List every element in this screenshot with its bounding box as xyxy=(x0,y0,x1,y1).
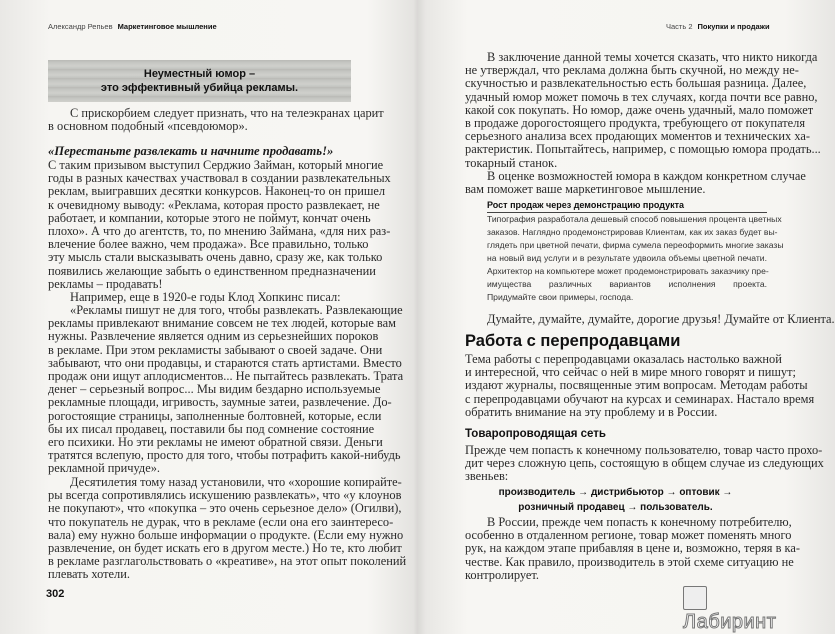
text-line: дит через сложную цепь, состоящую в общем случае из следующих xyxy=(465,456,824,471)
part-label: Часть 2 xyxy=(666,22,693,31)
text-line: обратить внимание на эту проблему и в России. xyxy=(465,404,718,419)
text-line: на новый вид услуги и в результате удвоила объемы цветной печати. xyxy=(487,253,767,263)
text-line: вала) ему нужно больше информации о продукте. (Если ему нужно xyxy=(48,527,404,542)
paragraph xyxy=(465,352,815,419)
text-line: В оценке возможностей юмора в каждом конкретном случае xyxy=(487,169,806,183)
text-line: Типография разработала дешевый способ повышения процента цветных xyxy=(487,214,782,224)
text-line: рогостоящие страницы, заполненные болтовней, которые, если xyxy=(48,408,382,423)
text-line: удачный юмор может помочь в тех случаях, когда почти все равно, xyxy=(465,89,818,104)
watermark-text: Лабиринт xyxy=(683,610,777,633)
text-line: не покупают», что «покупка – это очень серьезное дело» (Огилви), xyxy=(48,501,402,516)
text-line: с перепродавцами обучают на курсах и семинарах. Настало время xyxy=(465,391,815,406)
text-line: рекламы привлекают внимание совсем не тех людей, которые вам xyxy=(48,316,396,331)
text-line: не утверждал, что реклама должна быть скучной, но между не- xyxy=(465,63,799,78)
text-line: в рекламе. При этом рекламисты забывают о своей задаче. Они xyxy=(48,342,383,357)
closing-line: Думайте, думайте, думайте, дорогие друзья! Думайте от Клиента. xyxy=(487,312,835,326)
text-line: токарный станок. xyxy=(465,155,558,170)
text-line: появились желающие забыть о единственном предназначении xyxy=(48,263,376,278)
text-line: влечение более важно, чем продажа». Все правильно, только xyxy=(48,237,369,252)
text-line: и интересной, что сейчас о ней в мире много говорят и пишут; xyxy=(465,365,796,380)
callout-line-2: это эффективный убийца рекламы. xyxy=(100,82,299,94)
text-line: розничный продавец → пользователь. xyxy=(518,502,713,513)
text-line: С прискорбием следует признать, что на телеэкранах царит xyxy=(70,106,384,120)
text-line: рекламы – продавать! xyxy=(48,276,163,291)
text-line: честве. Как правило, производитель в этой схеме ситуацию не xyxy=(465,554,794,569)
text-line: контролирует. xyxy=(465,567,539,582)
watermark-emblem-icon xyxy=(683,586,707,610)
running-header-left xyxy=(48,22,217,31)
text-line: В России, прежде чем попасть к конечному потребителю, xyxy=(487,515,792,529)
paragraph xyxy=(48,106,384,134)
text-line: продаж они ищут аплодисментов... Не пытайтесь развлекать. Трата xyxy=(48,368,404,383)
text-line: денег – серьезный вопрос... Мы видим бездарно используемые xyxy=(48,382,381,397)
section-title: Работа с перепродавцами xyxy=(465,332,681,350)
text-line: Десятилетия тому назад установили, что «хорошие копирайте- xyxy=(70,475,402,489)
text-line: серьезного анализа всех продающих моментов и технических ха- xyxy=(465,129,810,144)
text-line: эту мысль стали высказывать очень давно, сразу же, как только xyxy=(48,250,383,265)
text-line: работает, и компании, которые этого не поймут, кончат очень xyxy=(48,210,371,225)
text-line: в рекламе разглагольствовать о «креативе», на этот опыт поколений xyxy=(48,554,407,569)
paragraph xyxy=(465,515,800,582)
text-line: годы в разных качествах участвовал в создании развлекательных xyxy=(48,171,391,186)
text-line: издают журналы, посвященные этим вопросам. Методам работы xyxy=(465,378,808,393)
text-line: вам поможет ваше маркетинговое мышление. xyxy=(465,182,706,197)
text-line: Архитектор на компьютере может продемонстрировать заказчику пре- xyxy=(487,266,769,276)
text-line: Тема работы с перепродавцами оказалась настолько важной xyxy=(465,352,782,366)
watermark-logo xyxy=(683,585,800,634)
callout-line-1: Неуместный юмор – xyxy=(143,68,256,80)
text-line: скучностью и развлекательностью есть большая разница. Далее, xyxy=(465,76,807,91)
text-line: его психики. Но эти рекламы не имеют обратной связи. Деньги xyxy=(48,434,383,449)
text-line: плохо». А что до агентств, то, по мнению Займана, «для них раз- xyxy=(48,223,391,238)
text-line: заказов. Наглядно продемонстрировав Клиентам, как их заказ будет вы- xyxy=(487,227,778,237)
text-line: плевать хотели. xyxy=(48,567,130,582)
text-line: С таким призывом выступил Серджио Займан, который многие xyxy=(48,158,384,172)
text-line: реклам, выигравших десятки конкурсов. Наконец-то он пришел xyxy=(48,184,386,199)
text-line: Прежде чем попасть к конечному пользователю, товар часто прохо- xyxy=(465,443,823,457)
author-name: Александр Репьев xyxy=(48,22,113,31)
sidebar-box xyxy=(487,200,784,304)
paragraph xyxy=(465,50,821,170)
italic-subheading: «Перестаньте развлекать и начните продавать!» xyxy=(48,144,334,158)
text-line: развлечение, он будет искать его в другом месте.) Но те, кто любит xyxy=(48,540,402,555)
text-line: в продаже дорогостоящего продукта, требующего от покупателя xyxy=(465,115,806,130)
paragraph xyxy=(48,158,391,291)
subsection-title: Товаропроводящая сеть xyxy=(465,428,606,440)
running-header-right xyxy=(666,22,770,31)
text-line: глядеть при цветной печати, фирма сумела переоформить многие заказы xyxy=(487,240,784,250)
text-line: в основном подобный «псевдоюмор». xyxy=(48,119,248,134)
callout-heading-box xyxy=(48,60,351,102)
text-line: нужны. Развлечение является одним из серьезнейших пороков xyxy=(48,329,379,344)
text-line: «Рекламы пишут не для того, чтобы развлекать. Развлекающие xyxy=(70,303,403,317)
text-line: Придумайте свои примеры, господа. xyxy=(487,292,634,302)
distribution-chain xyxy=(465,485,766,515)
text-line: к очевидному выводу: «Реклама, которая просто развлекает, не xyxy=(48,197,380,212)
text-line: рактеристик. Попытайтесь, например, с помощью юмора продать... xyxy=(465,142,821,157)
text-line: рук, на каждом этапе прибавляя в цене и, возможно, теряя в ка- xyxy=(465,541,800,556)
sidebar-box-title: Рост продаж через демонстрацию продукта xyxy=(487,200,767,213)
text-line: Например, еще в 1920-е годы Клод Хопкинс писал: xyxy=(70,290,341,304)
sidebar-box-body xyxy=(487,213,784,304)
quote-paragraph xyxy=(48,303,404,476)
text-line: рекламной причуде». xyxy=(48,461,160,476)
text-line: производитель → дистрибьютор → оптовик → xyxy=(498,487,733,498)
text-line: звеньев: xyxy=(465,469,509,484)
text-line: какой сок покупать. Но юмор, даже очень удачный, мало поможет xyxy=(465,102,814,117)
text-line: тратятся вслепую, просто для того, чтобы потрафить какой-нибудь xyxy=(48,448,401,463)
part-title: Покупки и продажи xyxy=(697,22,770,31)
text-line: имущества различных вариантов исполнения проекта. xyxy=(487,279,767,289)
paragraph xyxy=(48,475,407,582)
paragraph xyxy=(465,443,824,484)
text-line: особенно в отдаленном регионе, товар может поменять много xyxy=(465,528,792,543)
text-line: рекламные площади, игривость, заумные затеи, развлечение. До- xyxy=(48,395,392,410)
book-title: Маркетинговое мышление xyxy=(117,22,217,31)
text-line: бы их писал продавец, поставили бы под сомнение состояние xyxy=(48,421,375,436)
text-line: забывают, что они продавцы, и стараются стать артистами. Вместо xyxy=(48,355,402,370)
text-line: что покупатель не дурак, что в рекламе (если она его заинтересо- xyxy=(48,514,394,529)
paragraph xyxy=(465,169,806,197)
text-line: ры всегда сопротивлялись искушению развлекать», что «у клоунов xyxy=(48,488,402,503)
text-line: В заключение данной темы хочется сказать, что никто никогда xyxy=(487,50,818,64)
page-number-left: 302 xyxy=(46,588,65,600)
